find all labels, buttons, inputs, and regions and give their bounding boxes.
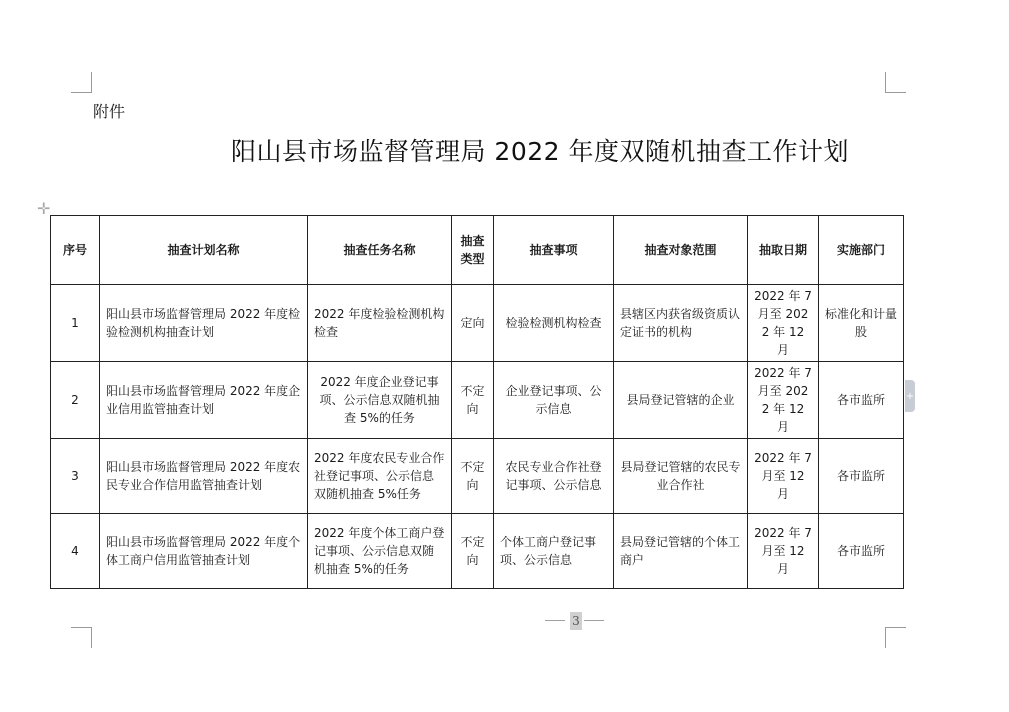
table-row	[51, 514, 904, 589]
cell-target-scope: 县局登记管辖的企业	[614, 362, 748, 439]
crop-mark-bottom-left	[71, 627, 92, 648]
cell-department: 各市监所	[819, 362, 904, 439]
document-title: 阳山县市场监督管理局 2022 年度双随机抽查工作计划	[230, 137, 850, 166]
table-header-row	[51, 216, 904, 285]
cell-check-type: 不定向	[452, 362, 494, 439]
attachment-label: 附件	[93, 102, 126, 121]
cell-task-name: 2022 年度企业登记事项、公示信息双随机抽查 5%的任务	[308, 362, 452, 439]
header-date: 抽取日期	[748, 216, 819, 285]
cell-index: 4	[51, 514, 100, 589]
cell-date: 2022 年 7 月至 12 月	[748, 439, 819, 514]
cell-target-scope: 县局登记管辖的农民专业合作社	[614, 439, 748, 514]
header-check-type: 抽查类型	[452, 216, 494, 285]
cell-index: 1	[51, 285, 100, 362]
cell-task-name: 2022 年度个体工商户登记事项、公示信息双随机抽查 5%的任务	[308, 514, 452, 589]
header-department: 实施部门	[819, 216, 904, 285]
crop-mark-bottom-right	[885, 627, 906, 648]
cell-department: 各市监所	[819, 514, 904, 589]
cell-target-scope: 县局登记管辖的个体工商户	[614, 514, 748, 589]
header-task-name: 抽查任务名称	[308, 216, 452, 285]
cell-plan-name: 阳山县市场监督管理局 2022 年度检验检测机构抽查计划	[100, 285, 308, 362]
crop-mark-top-left	[71, 72, 92, 93]
cell-check-item: 检验检测机构检查	[494, 285, 614, 362]
crop-mark-top-right	[885, 72, 906, 93]
side-tab-icon[interactable]: +	[905, 380, 915, 412]
cell-index: 3	[51, 439, 100, 514]
cell-check-type: 定向	[452, 285, 494, 362]
move-handle-icon[interactable]: ✛	[37, 199, 51, 218]
plan-table	[50, 215, 904, 589]
page-number-rule-left	[545, 620, 565, 621]
cell-target-scope: 县辖区内获省级资质认定证书的机构	[614, 285, 748, 362]
cell-date: 2022 年 7 月至 2022 年 12 月	[748, 285, 819, 362]
header-plan-name: 抽查计划名称	[100, 216, 308, 285]
cell-plan-name: 阳山县市场监督管理局 2022 年度个体工商户信用监管抽查计划	[100, 514, 308, 589]
table-row	[51, 362, 904, 439]
cell-department: 标准化和计量股	[819, 285, 904, 362]
cell-check-item: 个体工商户登记事项、公示信息	[494, 514, 614, 589]
cell-plan-name: 阳山县市场监督管理局 2022 年度企业信用监管抽查计划	[100, 362, 308, 439]
page-number: 3	[570, 612, 582, 630]
cell-check-type: 不定向	[452, 439, 494, 514]
cell-task-name: 2022 年度检验检测机构检查	[308, 285, 452, 362]
header-target-scope: 抽查对象范围	[614, 216, 748, 285]
cell-date: 2022 年 7 月至 12 月	[748, 514, 819, 589]
cell-check-item: 企业登记事项、公示信息	[494, 362, 614, 439]
header-index: 序号	[51, 216, 100, 285]
page-number-rule-right	[584, 620, 604, 621]
table-row	[51, 285, 904, 362]
header-check-item: 抽查事项	[494, 216, 614, 285]
table-row	[51, 439, 904, 514]
cell-check-item: 农民专业合作社登记事项、公示信息	[494, 439, 614, 514]
cell-department: 各市监所	[819, 439, 904, 514]
cell-check-type: 不定向	[452, 514, 494, 589]
cell-plan-name: 阳山县市场监督管理局 2022 年度农民专业合作信用监管抽查计划	[100, 439, 308, 514]
cell-date: 2022 年 7 月至 2022 年 12 月	[748, 362, 819, 439]
cell-task-name: 2022 年度农民专业合作社登记事项、公示信息双随机抽查 5%任务	[308, 439, 452, 514]
cell-index: 2	[51, 362, 100, 439]
